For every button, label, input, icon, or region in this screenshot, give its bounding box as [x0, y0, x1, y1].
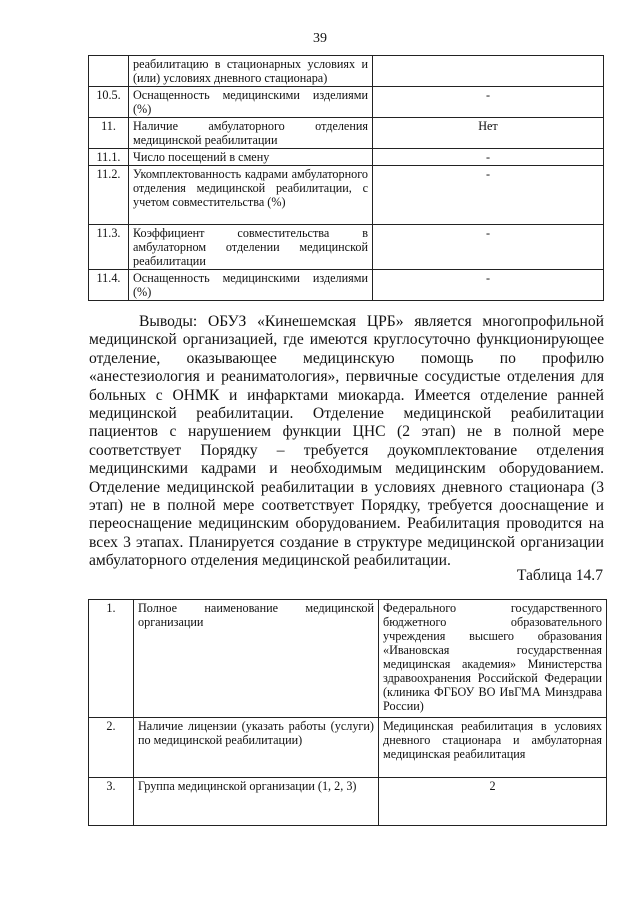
table-row — [89, 118, 604, 149]
row-number: 3. — [89, 778, 134, 826]
row-value: - — [373, 87, 604, 118]
row-label: Оснащенность медицинскими изделиями (%) — [129, 87, 373, 118]
row-label: Число посещений в смену — [129, 149, 373, 166]
page-number: 39 — [313, 31, 327, 46]
row-label: Наличие лицензии (указать работы (услуги) по медицинской реабилитации) — [134, 718, 379, 778]
row-number: 2. — [89, 718, 134, 778]
row-number: 11. — [89, 118, 129, 149]
conclusion-paragraph — [89, 313, 604, 571]
table-row — [89, 149, 604, 166]
row-label: Полное наименование медицинской организации — [134, 600, 379, 718]
table-row — [89, 270, 604, 301]
row-number: 1. — [89, 600, 134, 718]
row-value: - — [373, 149, 604, 166]
row-value: Федерального государственного бюджетного образовательного учреждения высшего образования «Ивановская государственная медицинская академия» Министерства здравоохранения Российской Федерации (клиника ФГБОУ ВО ИвГМА Минздрава России) — [379, 600, 607, 718]
row-value — [373, 56, 604, 87]
table-row — [89, 778, 607, 826]
table-row — [89, 718, 607, 778]
row-value: - — [373, 166, 604, 225]
row-number: 11.1. — [89, 149, 129, 166]
indicators-table — [88, 55, 604, 301]
table-row — [89, 600, 607, 718]
table-row — [89, 166, 604, 225]
row-label: Группа медицинской организации (1, 2, 3) — [134, 778, 379, 826]
row-label: реабилитацию в стационарных условиях и (или) условиях дневного стационара) — [129, 56, 373, 87]
table-caption: Таблица 14.7 — [516, 567, 603, 584]
table-row — [89, 225, 604, 270]
row-number — [89, 56, 129, 87]
conclusion-text: Выводы: ОБУЗ «Кинешемская ЦРБ» является многопрофильной медицинской организацией, где имеются круглосуточно функционирующее отделение, оказывающее медицинскую помощь по профилю «анестезиология и реаниматология», первичные сосудистые отделения для больных с ОНМК и инфарктами миокарда. Имеется отделение ранней медицинской реабилитации. Отделение медицинской реабилитации пациентов с нарушением функции ЦНС (2 этап) не в полной мере соответствует Порядку – требуется доукомплектование отделения медицинскими кадрами и необходимым медицинским оборудованием. Отделение медицинской реабилитации в условиях дневного стационара (3 этап) не в полной мере соответствует Порядку, требуется дооснащение и переоснащение медицинским оборудованием. Реабилитация проводится на всех 3 этапах. Планируется создание в структуре медицинской организации амбулаторного отделения медицинской реабилитации. — [89, 313, 604, 570]
row-number: 10.5. — [89, 87, 129, 118]
row-value: Медицинская реабилитация в условиях дневного стационара и амбулаторная медицинская реабилитация — [379, 718, 607, 778]
row-label: Коэффициент совместительства в амбулаторном отделении медицинской реабилитации — [129, 225, 373, 270]
row-label: Наличие амбулаторного отделения медицинской реабилитации — [129, 118, 373, 149]
row-label: Укомплектованность кадрами амбулаторного отделения медицинской реабилитации, с учетом совместительства (%) — [129, 166, 373, 225]
row-value: - — [373, 225, 604, 270]
row-value: Нет — [373, 118, 604, 149]
row-label: Оснащенность медицинскими изделиями (%) — [129, 270, 373, 301]
row-number: 11.4. — [89, 270, 129, 301]
row-value: 2 — [379, 778, 607, 826]
row-number: 11.2. — [89, 166, 129, 225]
table-row — [89, 87, 604, 118]
organization-table — [88, 599, 607, 826]
row-number: 11.3. — [89, 225, 129, 270]
row-value: - — [373, 270, 604, 301]
table-row — [89, 56, 604, 87]
